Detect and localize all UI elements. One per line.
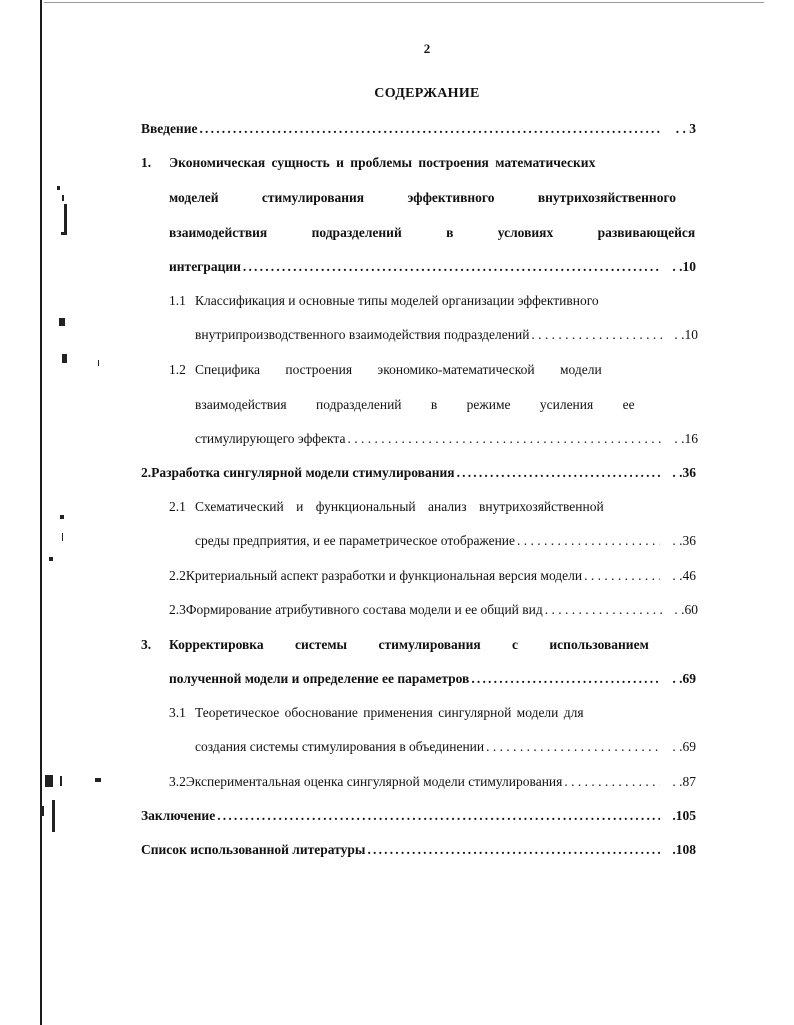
toc-entry-number: 2.1: [169, 499, 186, 514]
toc-page: . .69: [672, 739, 696, 754]
toc-leader: [531, 327, 662, 343]
toc-entry-label: Заключение: [141, 808, 216, 823]
toc-entry-number: 1.2: [169, 362, 186, 377]
toc-entry-number: 1.1: [169, 293, 186, 308]
toc-leader: [584, 568, 660, 584]
toc-page: . .69: [672, 671, 696, 686]
toc-chapter-3-line-1[interactable]: [141, 637, 656, 657]
toc-section-2-1-line-2: [195, 533, 696, 553]
toc-page: . . 3: [675, 121, 696, 136]
toc-page: . .10: [672, 259, 696, 274]
toc-leader: [457, 465, 660, 481]
toc-entry-text: внутрипроизводственного взаимодействия подразделений: [195, 327, 530, 342]
toc-section-1-1-line-1[interactable]: [169, 293, 656, 313]
toc-entry-text: интеграции: [169, 259, 241, 274]
toc-leader: [545, 602, 662, 618]
toc-entry-bibliography[interactable]: [141, 842, 696, 862]
toc-entry-text: создания системы стимулирования в объединении: [195, 739, 485, 754]
toc-entry-text: полученной модели и определение ее параметров: [169, 671, 470, 686]
toc-entry-label: Список использованной литературы: [141, 842, 366, 857]
toc-entry-text: Специфика построения экономико-математической модели: [195, 362, 602, 377]
toc-section-1-2-line-3: [195, 431, 698, 451]
toc-entry-number: 3.2: [169, 774, 186, 789]
toc-entry-number: 2.3: [169, 602, 186, 617]
toc-entry-text: Классификация и основные типы моделей организации эффективного: [195, 293, 599, 308]
toc-entry-text: среды предприятия, и ее параметрическое отображение: [195, 533, 516, 548]
toc-page: . .60: [674, 602, 698, 617]
toc-chapter-1-line-1[interactable]: [141, 155, 656, 175]
toc-chapter-1-line-2: [169, 190, 676, 210]
toc-entry-text: Экономическая сущность и проблемы построения математических: [169, 155, 596, 170]
toc-section-3-2[interactable]: [169, 774, 696, 794]
toc-section-1-2-line-1[interactable]: [169, 362, 656, 382]
toc-entry-text: Критериальный аспект разработки и функциональная версия модели: [185, 568, 583, 583]
toc-entry-text: Экспериментальная оценка сингулярной модели стимулирования: [185, 774, 563, 789]
toc-entry-text: взаимодействия подразделений в режиме усиления ее: [195, 397, 635, 412]
toc-page: .108: [672, 842, 696, 857]
toc-entry-text: моделей стимулирования эффективного внутрихозяйственного: [169, 190, 676, 205]
toc-entry-number: 3.1: [169, 705, 186, 720]
toc-page: . .10: [674, 327, 698, 342]
toc-leader: [347, 431, 662, 447]
toc-entry-text: взаимодействия подразделений в условиях развивающейся: [169, 225, 696, 240]
toc-leader: [471, 671, 660, 687]
toc-leader: [217, 808, 660, 824]
toc-page: . .36: [672, 533, 696, 548]
toc-section-1-2-line-2: [195, 397, 656, 417]
toc-entry-text: Разработка сингулярной модели стимулирования: [151, 465, 455, 480]
toc-page: . .36: [672, 465, 696, 480]
toc-section-2-2[interactable]: [169, 568, 696, 588]
toc-entry-text: стимулирующего эффекта: [195, 431, 346, 446]
toc-entry-intro[interactable]: [141, 121, 696, 141]
toc-page: .105: [672, 808, 696, 823]
toc-leader: [367, 842, 660, 858]
toc-section-3-1-line-2: [195, 739, 696, 759]
toc-leader: [517, 533, 660, 549]
toc-section-1-1-line-2: [195, 327, 698, 347]
toc-entry-number: 2.2: [169, 568, 186, 583]
toc-entry-number: 2.: [141, 465, 152, 480]
toc-section-3-1-line-1[interactable]: [169, 705, 656, 725]
toc-section-2-3[interactable]: [169, 602, 698, 622]
toc-leader: [243, 259, 660, 275]
toc-page: . .16: [674, 431, 698, 446]
toc-chapter-1-line-4: [169, 259, 696, 279]
toc-title: СОДЕРЖАНИЕ: [374, 86, 480, 101]
toc-entry-label: Введение: [141, 121, 198, 136]
toc-entry-text: Теоретическое обоснование применения сингулярной модели для: [195, 705, 584, 720]
toc-leader: [564, 774, 660, 790]
toc-chapter-1-line-3: [169, 225, 696, 245]
toc-leader: [486, 739, 660, 755]
toc-entry-text: Корректировка системы стимулирования с использованием: [169, 637, 649, 652]
toc-entry-text: Схематический и функциональный анализ внутрихозяйственной: [195, 499, 604, 514]
toc-section-2-1-line-1[interactable]: [169, 499, 656, 519]
scan-edge-top: [44, 2, 764, 3]
toc-entry-number: 3.: [141, 637, 152, 652]
toc-entry-number: 1.: [141, 155, 152, 170]
page-number: 2: [423, 41, 431, 56]
toc-entry-text: Формирование атрибутивного состава модели и ее общий вид: [185, 602, 543, 617]
toc-page: . .46: [672, 568, 696, 583]
toc-entry-conclusion[interactable]: [141, 808, 696, 828]
toc-chapter-3-line-2: [169, 671, 696, 691]
toc-chapter-2[interactable]: [141, 465, 696, 485]
toc-leader: [199, 121, 660, 137]
toc-page: . .87: [672, 774, 696, 789]
scan-edge-left: [40, 0, 42, 1025]
